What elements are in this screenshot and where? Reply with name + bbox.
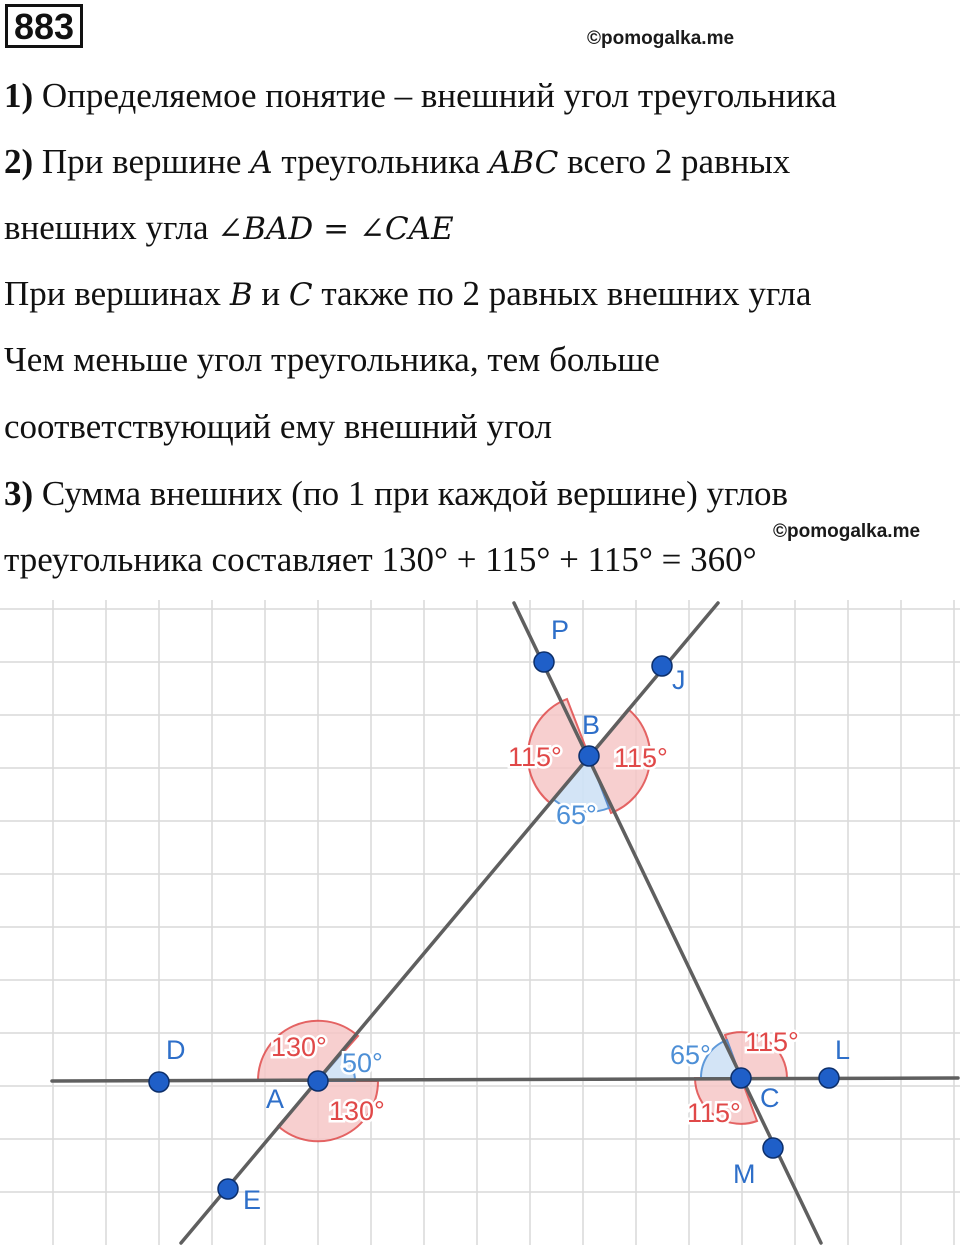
- triangle-figure: [0, 600, 960, 1245]
- line-7-text: Сумма внешних (по 1 при каждой вершине) углов: [33, 474, 789, 513]
- label-m: M: [733, 1159, 756, 1189]
- text-line-7: [4, 474, 788, 514]
- label-b: B: [582, 710, 601, 740]
- text-line-8: треугольника составляет 130° + 115° + 115° = 360°: [4, 540, 757, 579]
- angle-label-c-inner: 65°: [670, 1040, 711, 1070]
- watermark-middle: ©pomogalka.me: [773, 521, 921, 542]
- point-d: [149, 1072, 169, 1092]
- item-number-1: 1): [4, 76, 34, 115]
- math-triangle-abc: ABC: [488, 145, 559, 181]
- point-e: [218, 1179, 238, 1199]
- text-line-4: [4, 274, 811, 315]
- point-b: [579, 746, 599, 766]
- grid: [0, 600, 960, 1245]
- item-number-3: 3): [4, 474, 34, 513]
- angle-label-c-bottom: 115°: [687, 1098, 741, 1128]
- text-line-1: [4, 76, 837, 116]
- math-vertex-a: A: [250, 145, 273, 181]
- label-j: J: [672, 665, 686, 695]
- angle-label-b-left: 115°: [508, 742, 562, 772]
- angle-label-b-right: 115°: [614, 743, 668, 773]
- angle-label-a-inner: 50°: [342, 1048, 383, 1078]
- line-2-text-b: треугольника: [272, 142, 489, 181]
- label-a: A: [266, 1084, 285, 1114]
- point-j: [652, 656, 672, 676]
- math-angle-equality: ∠BAD = ∠CAE: [217, 211, 454, 247]
- math-vertex-b: B: [229, 277, 253, 313]
- text-line-2: [4, 142, 790, 183]
- label-e: E: [243, 1185, 262, 1215]
- item-number-2: 2): [4, 142, 34, 181]
- angle-label-a-bottom: 130°: [329, 1096, 385, 1126]
- math-vertex-c: C: [288, 277, 313, 313]
- line-ej: [181, 603, 718, 1243]
- exercise-number: 883: [5, 4, 83, 48]
- label-d: D: [166, 1035, 186, 1065]
- point-l: [819, 1068, 839, 1088]
- watermark-top: ©pomogalka.me: [587, 28, 735, 49]
- text-line-5: Чем меньше угол треугольника, тем больше: [4, 340, 660, 379]
- angle-label-c-right: 115°: [745, 1027, 799, 1057]
- point-p: [534, 652, 554, 672]
- line-2-text-a: При вершине: [33, 142, 251, 181]
- label-c: C: [760, 1083, 780, 1113]
- text-line-6: соответствующий ему внешний угол: [4, 407, 553, 446]
- text-line-3: [4, 208, 454, 249]
- label-l: L: [835, 1035, 851, 1065]
- line-3-text: внешних угла: [4, 208, 218, 247]
- line-1-text: Определяемое понятие – внешний угол треугольника: [33, 76, 837, 115]
- line-4-text-b: и: [252, 274, 289, 313]
- line-4-text-c: также по 2 равных внешних угла: [312, 274, 812, 313]
- point-labels: [166, 615, 850, 1215]
- line-4-text-a: При вершинах: [4, 274, 230, 313]
- point-a: [308, 1071, 328, 1091]
- point-c: [731, 1068, 751, 1088]
- lines: [52, 603, 958, 1243]
- line-2-text-c: всего 2 равных: [558, 142, 791, 181]
- angle-label-a-top: 130°: [271, 1032, 327, 1062]
- angle-label-b-inner: 65°: [556, 800, 597, 830]
- point-m: [763, 1138, 783, 1158]
- label-p: P: [551, 615, 570, 645]
